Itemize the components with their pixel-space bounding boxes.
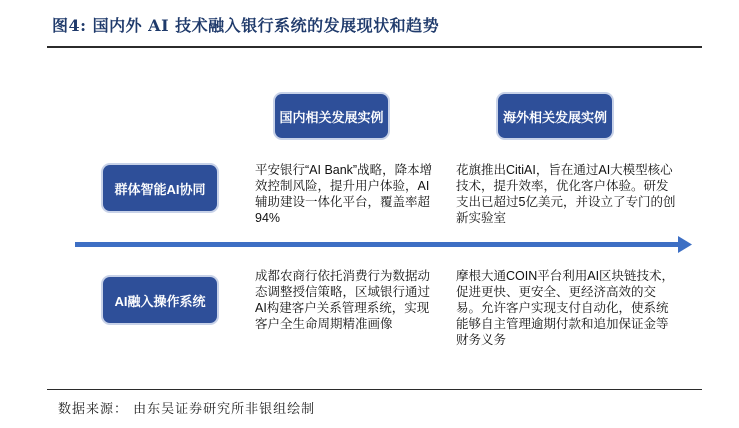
overseas-header-box xyxy=(498,94,612,138)
domestic-header-label: 国内相关发展实例 xyxy=(279,109,384,125)
overseas-example-os: 摩根大通COIN平台利用AI区块链技术，促进更快、更安全、更经济高效的交易。允许客户实现支付自动化，使系统能够自主管理逾期付款和追加保证金等财务义务 xyxy=(456,269,675,347)
figure-title: 图4: 国内外 AI 技术融入银行系统的发展现状和趋势 xyxy=(52,16,440,35)
domestic-example-os: 成都农商行依托消费行为数据动态调整授信策略，区域银行通过AI构建客户关系管理系统，实现客户全生命周期精准画像 xyxy=(255,269,431,331)
timeline-arrow xyxy=(75,235,695,255)
domestic-header-box xyxy=(275,94,388,138)
overseas-example-swarm: 花旗推出CitiAI，旨在通过AI大模型核心技术，提升效率，优化客户体验。研发支出已超过5亿美元，并设立了专门的创新实验室 xyxy=(456,163,676,225)
row-label-text: AI融入操作系统 xyxy=(114,293,206,309)
top-divider xyxy=(47,46,702,48)
row-label-swarm-ai xyxy=(103,165,217,211)
domestic-example-swarm: 平安银行“AI Bank”战略，降本增效控制风险，提升用户体验，AI辅助建设一体化平台，覆盖率超94% xyxy=(255,163,433,225)
source-note: 数据来源： 由东吴证券研究所非银组绘制 xyxy=(58,402,316,417)
row-label-text: 群体智能AI协同 xyxy=(114,181,206,197)
overseas-header-label: 海外相关发展实例 xyxy=(502,109,607,125)
bottom-divider xyxy=(47,389,702,390)
arrow-head xyxy=(678,236,692,253)
row-label-ai-os xyxy=(103,277,217,323)
arrow-shaft xyxy=(75,242,678,247)
